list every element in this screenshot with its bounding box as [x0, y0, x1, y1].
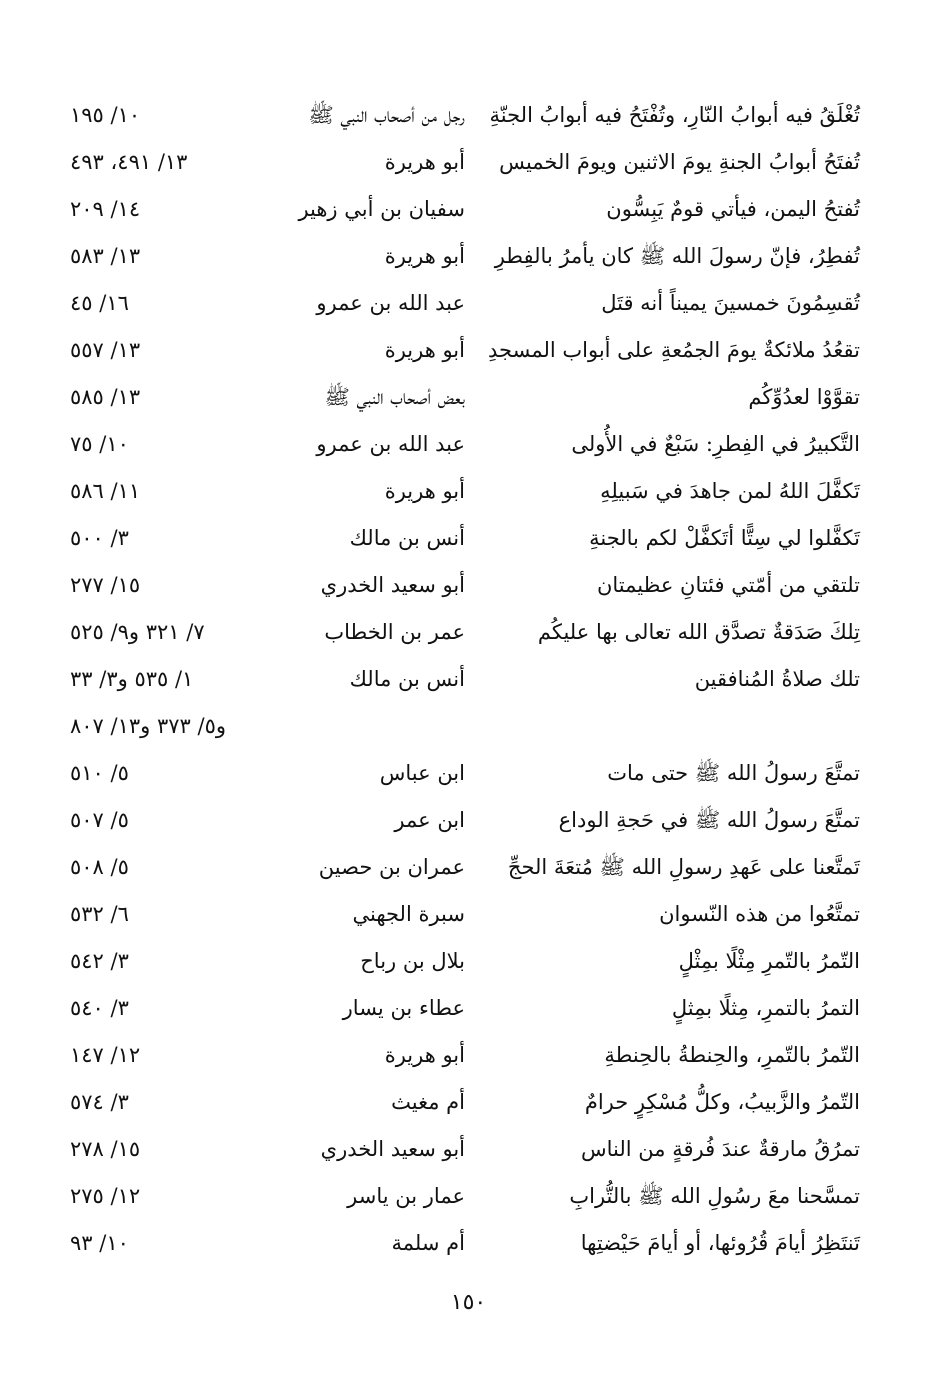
hadith-text: تُغْلَقُ فيه أبوابُ النّارِ، وتُفْتَحُ فيه أبوابُ الجنّةِ — [489, 103, 860, 127]
hadith-text: تلتقي من أمّتي فئتانِ عظيمتان — [596, 573, 860, 597]
volume-page-reference: ٥/ ٥٠٧ — [70, 808, 129, 832]
narrator-name: عبد الله بن عمرو — [316, 291, 465, 315]
volume-page-reference: ٣/ ٥٠٠ — [70, 526, 129, 550]
volume-page-reference: ١٠/ ٧٥ — [70, 432, 129, 456]
narrator-name: أبو هريرة — [384, 244, 465, 268]
hadith-text: التّمرُ والزَّبيبُ، وكلُّ مُسْكِرٍ حرامٌ — [584, 1090, 860, 1114]
index-row — [70, 562, 860, 609]
index-row — [70, 1079, 860, 1126]
volume-page-reference: ٣/ ٥٧٤ — [70, 1090, 129, 1114]
hadith-text: تُفطِرُ، فإنّ رسولَ الله ﷺ كان يأمرُ بالفِطرِ — [494, 244, 860, 268]
narrator-name: أنس بن مالك — [349, 526, 465, 550]
volume-page-reference: ١٣/ ٥٥٧ — [70, 338, 141, 362]
volume-page-reference: ١/ ٥٣٥ و٣/ ٣٣ — [70, 667, 194, 691]
volume-page-reference: ١٢/ ٢٧٥ — [70, 1184, 141, 1208]
narrator-name: أم مغيث — [391, 1090, 465, 1114]
volume-page-reference: ٣/ ٥٤٢ — [70, 949, 129, 973]
hadith-text: تمرُقُ مارقةٌ عندَ فُرقةٍ من الناس — [581, 1137, 860, 1161]
volume-page-reference: ٥/ ٥٠٨ — [70, 855, 129, 879]
hadith-text: تمتَّعُوا من هذه النّسوان — [659, 902, 860, 926]
volume-page-reference: ١٠/ ١٩٥ — [70, 103, 141, 127]
hadith-text: التَّكبيرُ في الفِطرِ: سَبْعٌ في الأُولى — [571, 432, 860, 456]
index-row — [70, 139, 860, 186]
index-row — [70, 891, 860, 938]
hadith-index-table — [70, 92, 860, 1267]
hadith-text: تقوَّوْا لعدُوِّكُم — [748, 385, 860, 409]
volume-page-reference: ١٠/ ٩٣ — [70, 1231, 129, 1255]
index-row — [70, 186, 860, 233]
volume-page-reference: ١٦/ ٤٥ — [70, 291, 129, 315]
hadith-text: تُقسِمُونَ خمسينَ يميناً أنه قتَل — [601, 291, 860, 315]
hadith-text: تُفتحُ اليمن، فيأتي قومٌ يَبِسُّون — [606, 197, 860, 221]
hadith-text: تلك صلاةُ المُنافقين — [694, 667, 860, 691]
narrator-name: أبو هريرة — [384, 150, 465, 174]
volume-page-reference: ١٤/ ٢٠٩ — [70, 197, 141, 221]
volume-page-reference: ٣/ ٥٤٠ — [70, 996, 129, 1020]
index-row — [70, 233, 860, 280]
hadith-text: تمسَّحنا معَ رسُولِ الله ﷺ بالتُّرابِ — [569, 1184, 860, 1208]
volume-page-reference: ٦/ ٥٣٢ — [70, 902, 129, 926]
index-row — [70, 797, 860, 844]
narrator-name: أم سلمة — [391, 1231, 465, 1255]
index-row — [70, 515, 860, 562]
index-row — [70, 1173, 860, 1220]
index-row — [70, 985, 860, 1032]
index-row — [70, 327, 860, 374]
hadith-text: تَكفَّلَ اللهُ لمن جاهدَ في سَبيلِهِ — [600, 479, 860, 503]
volume-page-reference: ١١/ ٥٨٦ — [70, 479, 141, 503]
hadith-text: التمرُ بالتمرِ، مِثلًا بمِثلٍ — [671, 996, 860, 1020]
page-number: ١٥٠ — [450, 1290, 487, 1315]
narrator-name: أبو سعيد الخدري — [320, 573, 465, 597]
index-row-continuation — [70, 703, 860, 750]
index-row — [70, 1126, 860, 1173]
hadith-text: التّمرُ بالتّمرِ، والحِنطةُ بالحِنطةِ — [604, 1043, 860, 1067]
index-row — [70, 421, 860, 468]
index-row — [70, 609, 860, 656]
index-row — [70, 374, 860, 421]
narrator-name: أبو سعيد الخدري — [320, 1137, 465, 1161]
hadith-text: تقعُدُ ملائكةٌ يومَ الجمُعةِ على أبواب المسجدِ — [488, 338, 860, 362]
narrator-name: بلال بن رباح — [360, 949, 465, 973]
hadith-text: التّمرُ بالتّمرِ مِثْلًا بمِثْلٍ — [678, 949, 860, 973]
index-row — [70, 1032, 860, 1079]
narrator-name: عمر بن الخطاب — [324, 620, 465, 644]
narrator-name: أنس بن مالك — [349, 667, 465, 691]
hadith-text: تَنتَظِرُ أيامَ قُرُوئها، أو أيامَ حَيْضتِها — [580, 1231, 860, 1255]
volume-page-reference: ١٣/ ٥٨٥ — [70, 385, 141, 409]
index-row — [70, 844, 860, 891]
narrator-name: ابن عمر — [394, 808, 465, 832]
narrator-name: عطاء بن يسار — [342, 996, 465, 1020]
narrator-name: بعض أصحاب النبي ﷺ — [324, 385, 465, 409]
hadith-text: تمتَّعَ رسولُ الله ﷺ في حَجةِ الوداع — [558, 808, 860, 832]
index-row — [70, 656, 860, 703]
narrator-name: ابن عباس — [379, 761, 465, 785]
index-row — [70, 938, 860, 985]
volume-page-reference: ١٣/ ٤٩١، ٤٩٣ — [70, 150, 188, 174]
hadith-text: تَمتَّعنا على عَهدِ رسولِ الله ﷺ مُتعَةَ الحجِّ — [507, 855, 860, 879]
narrator-name: سبرة الجهني — [352, 902, 465, 926]
volume-page-reference: ٧/ ٣٢١ و٩/ ٥٢٥ — [70, 620, 205, 644]
volume-page-reference: ١٣/ ٥٨٣ — [70, 244, 141, 268]
volume-page-reference: ٥/ ٥١٠ — [70, 761, 129, 785]
narrator-name: عبد الله بن عمرو — [316, 432, 465, 456]
narrator-name: أبو هريرة — [384, 479, 465, 503]
volume-page-reference-continued: و٥/ ٣٧٣ و١٣/ ٨٠٧ — [70, 714, 227, 738]
hadith-text: تُفتَحُ أبوابُ الجنةِ يومَ الاثنين ويومَ الخميس — [499, 150, 860, 174]
narrator-name: رجل من أصحاب النبي ﷺ — [308, 103, 465, 127]
index-row — [70, 750, 860, 797]
narrator-name: سفيان بن أبي زهير — [298, 197, 465, 221]
volume-page-reference: ١٥/ ٢٧٧ — [70, 573, 141, 597]
index-row — [70, 1220, 860, 1267]
hadith-text: تِلكَ صَدَقةٌ تصدَّق الله تعالى بها عليكُم — [537, 620, 860, 644]
index-row — [70, 92, 860, 139]
narrator-name: عمران بن حصين — [318, 855, 465, 879]
hadith-text: تمتَّعَ رسولُ الله ﷺ حتى مات — [607, 761, 860, 785]
hadith-text: تَكفَّلوا لي سِتًّا أتَكفَّلْ لكم بالجنةِ — [589, 526, 860, 550]
volume-page-reference: ١٢/ ١٤٧ — [70, 1043, 141, 1067]
narrator-name: أبو هريرة — [384, 338, 465, 362]
index-row — [70, 280, 860, 327]
narrator-name: عمار بن ياسر — [347, 1184, 465, 1208]
narrator-name: أبو هريرة — [384, 1043, 465, 1067]
index-row — [70, 468, 860, 515]
volume-page-reference: ١٥/ ٢٧٨ — [70, 1137, 141, 1161]
